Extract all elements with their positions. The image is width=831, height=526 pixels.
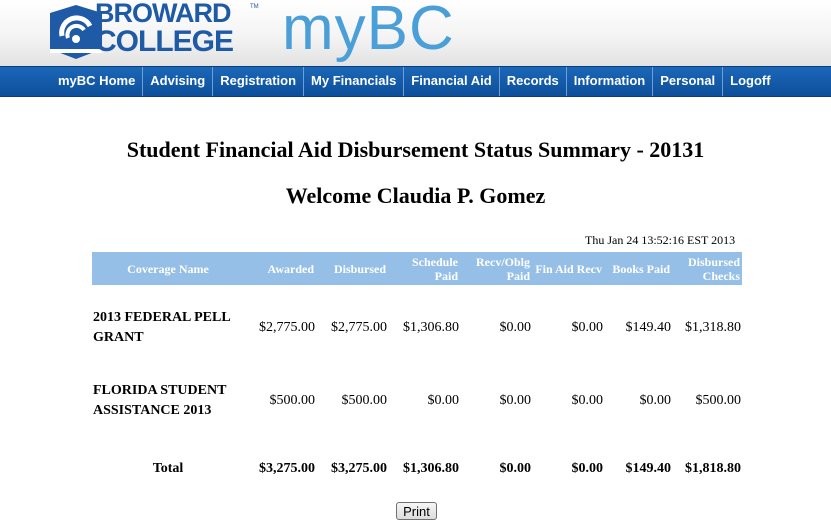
disbursed-checks-cell: $1,318.80 <box>685 320 741 335</box>
coverage-name-cell: 2013 FEDERAL PELL GRANT <box>93 310 230 345</box>
nav-information[interactable]: Information <box>567 67 654 96</box>
nav-advising[interactable]: Advising <box>143 67 213 96</box>
books-paid-cell: $149.40 <box>625 320 671 335</box>
header-books-paid: Books Paid <box>604 252 672 285</box>
awarded-cell: $2,775.00 <box>259 320 315 335</box>
timestamp: Thu Jan 24 13:52:16 EST 2013 <box>585 233 736 247</box>
total-disbursed-cell: $3,275.00 <box>331 461 387 476</box>
total-recv-oblg-paid-cell: $0.00 <box>499 461 531 476</box>
recv-oblg-paid-cell: $0.00 <box>499 393 531 408</box>
fin-aid-recv-cell: $0.00 <box>571 320 603 335</box>
page-title: Student Financial Aid Disbursement Status Summary - 20131 <box>126 137 705 162</box>
logo-line-broward: BROWARD <box>95 0 231 28</box>
nav-personal[interactable]: Personal <box>653 67 723 96</box>
table-spacer <box>92 285 742 296</box>
schedule-paid-cell: $1,306.80 <box>403 320 459 335</box>
schedule-paid-cell: $0.00 <box>427 393 459 408</box>
total-fin-aid-recv-cell: $0.00 <box>571 461 603 476</box>
disbursed-checks-cell: $500.00 <box>695 393 741 408</box>
fin-aid-recv-cell: $0.00 <box>571 393 603 408</box>
disbursement-table <box>92 252 742 496</box>
mybc-app-title: myBC <box>282 0 455 63</box>
print-button[interactable]: Print <box>396 502 437 520</box>
total-books-paid-cell: $149.40 <box>625 461 671 476</box>
nav-registration[interactable]: Registration <box>213 67 304 96</box>
books-paid-cell: $0.00 <box>639 393 671 408</box>
header-disbursed: Disbursed <box>316 252 388 285</box>
nav-records[interactable]: Records <box>500 67 567 96</box>
table-row <box>92 360 742 442</box>
logo-line-college: COLLEGE <box>95 25 234 58</box>
table-row <box>92 296 742 360</box>
awarded-cell: $500.00 <box>269 393 315 408</box>
total-schedule-paid-cell: $1,306.80 <box>403 461 459 476</box>
nav-my-financials[interactable]: My Financials <box>304 67 404 96</box>
disbursed-cell: $2,775.00 <box>331 320 387 335</box>
total-awarded-cell: $3,275.00 <box>259 461 315 476</box>
total-label-cell: Total <box>152 461 184 476</box>
main-navigation <box>0 66 831 97</box>
nav-mybc-home[interactable]: myBC Home <box>51 67 143 96</box>
coverage-name-cell: FLORIDA STUDENT ASSISTANCE 2013 <box>93 383 227 418</box>
header-fin-aid-recv: Fin Aid Recv <box>532 252 604 285</box>
header-schedule-paid: Schedule Paid <box>388 252 460 285</box>
disbursed-cell: $500.00 <box>341 393 387 408</box>
recv-oblg-paid-cell: $0.00 <box>499 320 531 335</box>
table-total-row <box>92 442 742 496</box>
site-header <box>0 0 831 66</box>
table-header-row <box>92 252 742 285</box>
welcome-message: Welcome Claudia P. Gomez <box>285 183 546 208</box>
nav-logoff[interactable]: Logoff <box>730 73 771 88</box>
total-disbursed-checks-cell: $1,818.80 <box>685 461 741 476</box>
trademark-mark: TM <box>250 4 259 10</box>
header-awarded: Awarded <box>244 252 316 285</box>
nav-financial-aid[interactable]: Financial Aid <box>404 67 499 96</box>
header-disbursed-checks: Disbursed Checks <box>672 252 742 285</box>
header-recv-oblg-paid: Recv/Oblg Paid <box>460 252 532 285</box>
header-coverage-name: Coverage Name <box>92 252 244 285</box>
